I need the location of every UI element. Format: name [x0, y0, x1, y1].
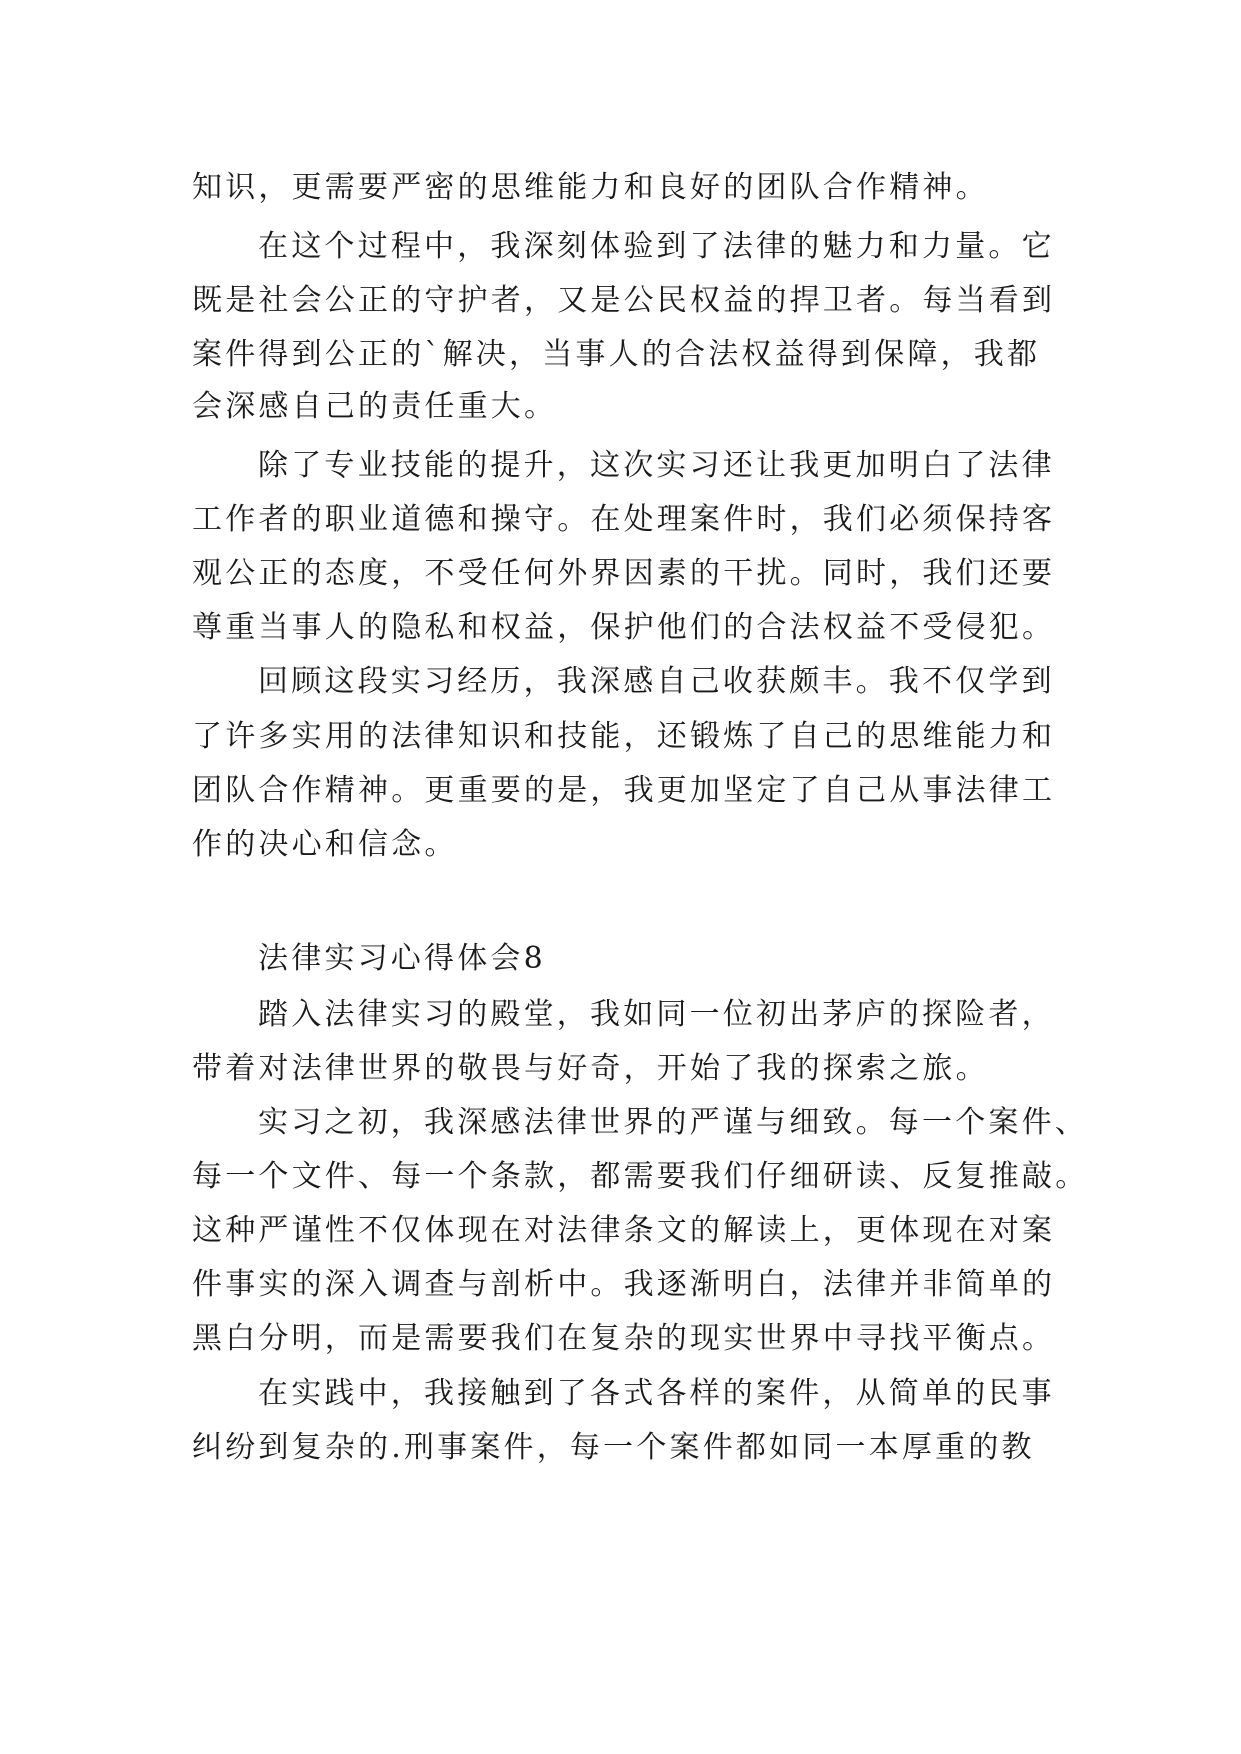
text-line: 观公正的态度，不受任何外界因素的干扰。同时，我们还要 — [192, 556, 1056, 591]
paragraph-first-line: 除了专业技能的提升，这次实习还让我更加明白了法律 — [258, 448, 1055, 483]
text-line: 件事实的深入调查与剖析中。我逐渐明白，法律并非简单的 — [192, 1267, 1056, 1302]
text-line: 工作者的职业道德和操守。在处理案件时，我们必须保持客 — [192, 502, 1056, 537]
text-line: 团队合作精神。更重要的是，我更加坚定了自己从事法律工 — [192, 773, 1056, 808]
text-line: 带着对法律世界的敬畏与好奇，开始了我的探索之旅。 — [192, 1051, 989, 1086]
text-line: 案件得到公正的`解决，当事人的合法权益得到保障，我都 — [192, 337, 1041, 372]
text-line: 这种严谨性不仅体现在对法律条文的解读上，更体现在对案 — [192, 1213, 1056, 1248]
text-line: 黑白分明，而是需要我们在复杂的现实世界中寻找平衡点。 — [192, 1321, 1056, 1356]
text-line: 了许多实用的法律知识和技能，还锻炼了自己的思维能力和 — [192, 719, 1056, 754]
text-line: 会深感自己的责任重大。 — [192, 389, 558, 424]
paragraph-first-line: 实习之初，我深感法律世界的严谨与细致。每一个案件、 — [258, 1105, 1088, 1140]
paragraph-first-line: 回顾这段实习经历，我深感自己收获颇丰。我不仅学到 — [258, 664, 1055, 699]
text-line: 既是社会公正的守护者，又是公民权益的捍卫者。每当看到 — [192, 283, 1056, 318]
paragraph-first-line: 在这个过程中，我深刻体验到了法律的魅力和力量。它 — [258, 229, 1055, 264]
section-heading: 法律实习心得体会8 — [258, 941, 546, 976]
text-line: 每一个文件、每一个条款，都需要我们仔细研读、反复推敲。 — [192, 1159, 1089, 1194]
paragraph-first-line: 在实践中，我接触到了各式各样的案件，从简单的民事 — [258, 1376, 1055, 1411]
text-line: 尊重当事人的隐私和权益，保护他们的合法权益不受侵犯。 — [192, 610, 1056, 645]
paragraph-first-line: 踏入法律实习的殿堂，我如同一位初出茅庐的探险者， — [258, 997, 1055, 1032]
text-line: 纠纷到复杂的.刑事案件，每一个案件都如同一本厚重的教 — [192, 1430, 1035, 1465]
text-line: 作的决心和信念。 — [192, 827, 458, 862]
text-line: 知识，更需要严密的思维能力和良好的团队合作精神。 — [192, 170, 989, 205]
